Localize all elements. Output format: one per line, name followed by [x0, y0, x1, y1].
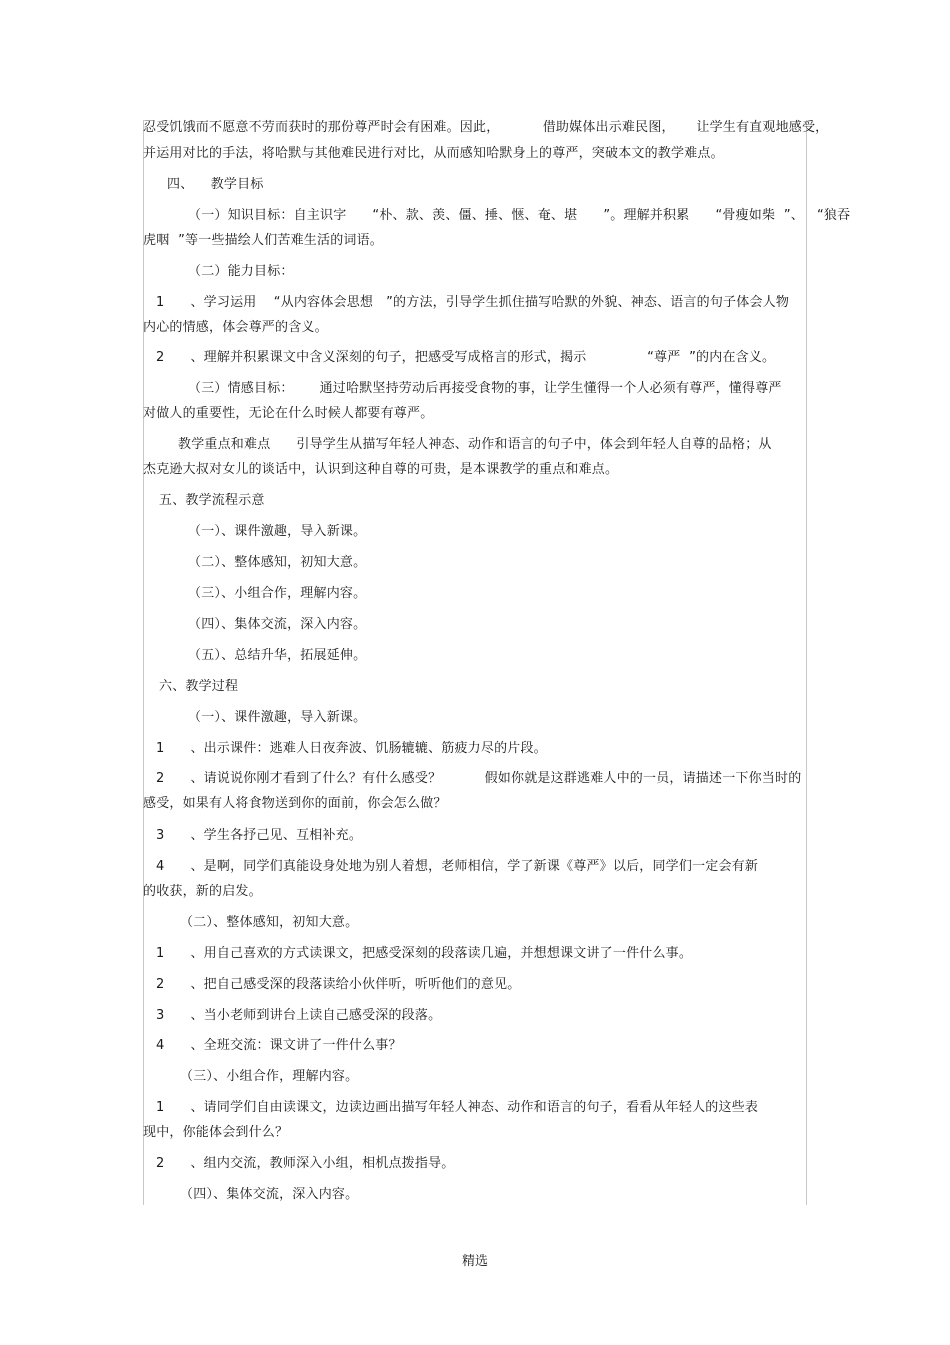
text-line: （三）、小组合作，理解内容。: [180, 1069, 359, 1084]
text-line: 现中，你能体会到什么？: [143, 1125, 289, 1140]
text-line: 六、教学过程: [159, 679, 239, 694]
text-line: 3 、当小老师到讲台上读自己感受深的段落。: [156, 1008, 442, 1023]
text-line: 1 、学习运用 “从内容体会思想 ”的方法，引导学生抓住描写哈默的外貌、神态、语言的句子体会人物: [156, 295, 790, 310]
text-line: （二）、整体感知，初知大意。: [180, 915, 359, 930]
text-line: 杰克逊大叔对女儿的谈话中，认识到这种自尊的可贵，是本课教学的重点和难点。: [143, 462, 619, 477]
text-line: 五、教学流程示意: [159, 493, 265, 508]
text-line: 2 、把自己感受深的段落读给小伙伴听，听听他们的意见。: [156, 977, 521, 992]
left-margin-rule: [143, 120, 144, 1205]
text-line: 的收获，新的启发。: [143, 884, 262, 899]
text-line: （二）能力目标：: [188, 264, 294, 279]
text-line: （一）、课件激趣，导入新课。: [188, 710, 367, 725]
text-line: 对做人的重要性，无论在什么时候人都要有尊严。: [143, 406, 434, 421]
text-line: 感受，如果有人将食物送到你的面前，你会怎么做？: [143, 796, 447, 811]
text-line: 2 、请说说你刚才看到了什么？有什么感受？ 假如你就是这群逃难人中的一员，请描述一下你当时的: [156, 771, 802, 786]
text-line: 4 、全班交流：课文讲了一件什么事？: [156, 1038, 402, 1053]
text-line: （四）、集体交流，深入内容。: [188, 617, 367, 632]
text-line: （一）、课件激趣，导入新课。: [188, 524, 367, 539]
text-line: 3 、学生各抒己见、互相补充。: [156, 828, 363, 843]
text-line: 2 、组内交流，教师深入小组，相机点拨指导。: [156, 1156, 455, 1171]
text-line: 内心的情感，体会尊严的含义。: [143, 320, 328, 335]
page-footer: 精选: [461, 1254, 488, 1269]
text-line: （三）、小组合作，理解内容。: [188, 586, 367, 601]
text-line: 1 、请同学们自由读课文，边读边画出描写年轻人神态、动作和语言的句子，看看从年轻人的这些表: [156, 1100, 759, 1115]
text-line: 并运用对比的手法，将哈默与其他难民进行对比，从而感知哈默身上的尊严，突破本文的教学难点。: [143, 146, 724, 161]
right-margin-rule: [806, 120, 807, 1205]
text-line: （五）、总结升华，拓展延伸。: [188, 648, 367, 663]
text-line: 1 、出示课件：逃难人日夜奔波、饥肠辘辘、筋疲力尽的片段。: [156, 741, 547, 756]
text-line: 4 、是啊，同学们真能设身处地为别人着想，老师相信，学了新课《尊严》以后，同学们一定会有新: [156, 859, 759, 874]
text-line: （一）知识目标：自主识字 “朴、款、羡、僵、捶、惬、奄、堪 ”。理解并积累 “骨瘦如柴 ”、 “狼吞: [188, 208, 851, 223]
text-line: 教学重点和难点 引导学生从描写年轻人神态、动作和语言的句子中，体会到年轻人自尊的品格；从: [178, 437, 772, 452]
text-line: 1 、用自己喜欢的方式读课文，把感受深刻的段落读几遍，并想想课文讲了一件什么事。: [156, 946, 693, 961]
text-line: 四、 教学目标: [167, 177, 264, 192]
text-line: （三）情感目标： 通过哈默坚持劳动后再接受食物的事，让学生懂得一个人必须有尊严，懂得尊严: [188, 381, 782, 396]
text-line: 2 、理解并积累课文中含义深刻的句子，把感受写成格言的形式，揭示 “尊严 ”的内在含义。: [156, 350, 776, 365]
text-line: （二）、整体感知，初知大意。: [188, 555, 367, 570]
text-line: 虎咽 ”等一些描绘人们苦难生活的词语。: [143, 233, 383, 248]
text-line: （四）、集体交流，深入内容。: [180, 1187, 359, 1202]
text-line: 忍受饥饿而不愿意不劳而获时的那份尊严时会有困难。因此， 借助媒体出示难民图， 让学生有直观地感受，: [143, 120, 829, 135]
